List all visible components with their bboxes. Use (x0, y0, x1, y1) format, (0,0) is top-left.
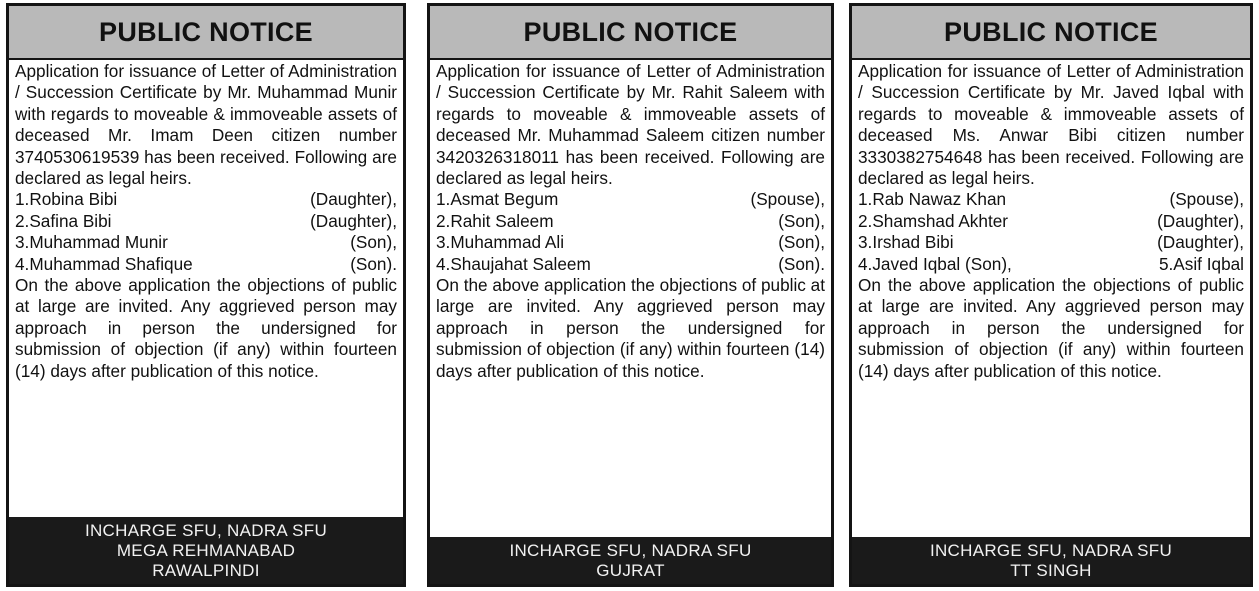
footer-office: INCHARGE SFU, NADRA SFU (509, 541, 752, 560)
notice-body (852, 60, 1250, 537)
footer-city: RAWALPINDI (152, 561, 260, 580)
heir-item (15, 232, 397, 253)
heir-name: 2.Rahit Saleem (436, 210, 554, 231)
heir-name: 4.Javed Iqbal (Son), (858, 253, 1012, 274)
heir-name: 3.Irshad Bibi (858, 232, 954, 253)
notice-footer (430, 537, 831, 584)
heir-relation: (Son), (778, 232, 825, 253)
heir-item (436, 232, 825, 253)
public-notice-gujrat (427, 3, 834, 587)
footer-office: INCHARGE SFU, NADRA SFU (929, 541, 1173, 560)
public-notice-rawalpindi (6, 3, 406, 587)
notice-intro: Application for issuance of Letter of Administration / Succession Certificate by Mr. Javed Iqbal with regards to moveable & immoveable assets of deceased Ms. Anwar Bibi citizen number 3330382754648 has been received. Following are declared as legal heirs. (858, 61, 1244, 189)
heir-relation: (Son), (350, 232, 397, 253)
heir-relation: (Spouse), (750, 189, 825, 210)
heir-item (436, 211, 825, 232)
notice-title: PUBLIC NOTICE (523, 16, 738, 47)
heir-name: 1.Rab Nawaz Khan (858, 189, 1007, 210)
notice-closing: On the above application the objections of public at large are invited. Any aggrieved person may approach in person the undersigned for submission of objection (if any) within fourteen (14) days after publication of this notice. (858, 275, 1244, 381)
heir-relation: (Daughter), (1157, 210, 1244, 231)
heir-name: 2.Shamshad Akhter (858, 210, 1009, 231)
heir-item (436, 189, 825, 210)
notice-header (852, 6, 1250, 60)
heir-item (858, 189, 1244, 210)
heir-item (15, 211, 397, 232)
footer-city: GUJRAT (596, 561, 665, 580)
notice-header (430, 6, 831, 60)
heir-name: 1.Asmat Begum (436, 189, 559, 210)
heir-name: 4.Shaujahat Saleem (436, 253, 591, 274)
heir-item (15, 189, 397, 210)
notice-intro: Application for issuance of Letter of Administration / Succession Certificate by Mr. Rahit Saleem with regards to moveable & immoveable assets of deceased Mr. Muhammad Saleem citizen number 3420326318011 has been received. Following are declared as legal heirs. (436, 61, 825, 189)
heir-name: 1.Robina Bibi (15, 189, 118, 210)
heir-item (15, 254, 397, 275)
public-notice-tt-singh (849, 3, 1253, 587)
notice-body (430, 60, 831, 537)
notice-body (9, 60, 403, 517)
legal-heirs-list (436, 189, 825, 275)
heir-relation: 5.Asif Iqbal (1158, 253, 1244, 274)
heir-name: 2.Safina Bibi (15, 210, 112, 231)
notice-header (9, 6, 403, 60)
notice-footer (852, 537, 1250, 584)
heir-relation: (Son). (778, 253, 825, 274)
legal-heirs-list (858, 189, 1244, 275)
heir-name: 3.Muhammad Ali (436, 232, 565, 253)
heir-relation: (Son), (778, 210, 825, 231)
footer-office: INCHARGE SFU, NADRA SFU (84, 521, 328, 540)
heir-relation: (Daughter), (310, 189, 397, 210)
notice-intro: Application for issuance of Letter of Administration / Succession Certificate by Mr. Muhammad Munir with regards to moveable & immoveable assets of deceased Mr. Imam Deen citizen number 3740530619539 has been received. Following are declared as legal heirs. (15, 61, 397, 189)
heir-relation: (Daughter), (310, 210, 397, 231)
notice-closing: On the above application the objections of public at large are invited. Any aggrieved person may approach in person the undersigned for submission of objection (if any) within fourteen (14) days after publication of this notice. (15, 275, 397, 381)
footer-location: MEGA REHMANABAD (116, 541, 296, 560)
heir-relation: (Daughter), (1157, 232, 1244, 253)
footer-city: TT SINGH (1010, 561, 1092, 580)
notice-title: PUBLIC NOTICE (99, 16, 313, 47)
heir-name: 3.Muhammad Munir (15, 232, 168, 253)
notice-closing: On the above application the objections of public at large are invited. Any aggrieved person may approach in person the undersigned for submission of objection (if any) within fourteen (14) days after publication of this notice. (436, 275, 825, 381)
notice-footer (9, 517, 403, 584)
heir-item (858, 254, 1244, 275)
heir-item (436, 254, 825, 275)
legal-heirs-list (15, 189, 397, 275)
notice-title: PUBLIC NOTICE (944, 16, 1158, 47)
heir-item (858, 211, 1244, 232)
heir-item (858, 232, 1244, 253)
heir-name: 4.Muhammad Shafique (15, 253, 193, 274)
heir-relation: (Son). (350, 253, 397, 274)
heir-relation: (Spouse), (1169, 189, 1244, 210)
